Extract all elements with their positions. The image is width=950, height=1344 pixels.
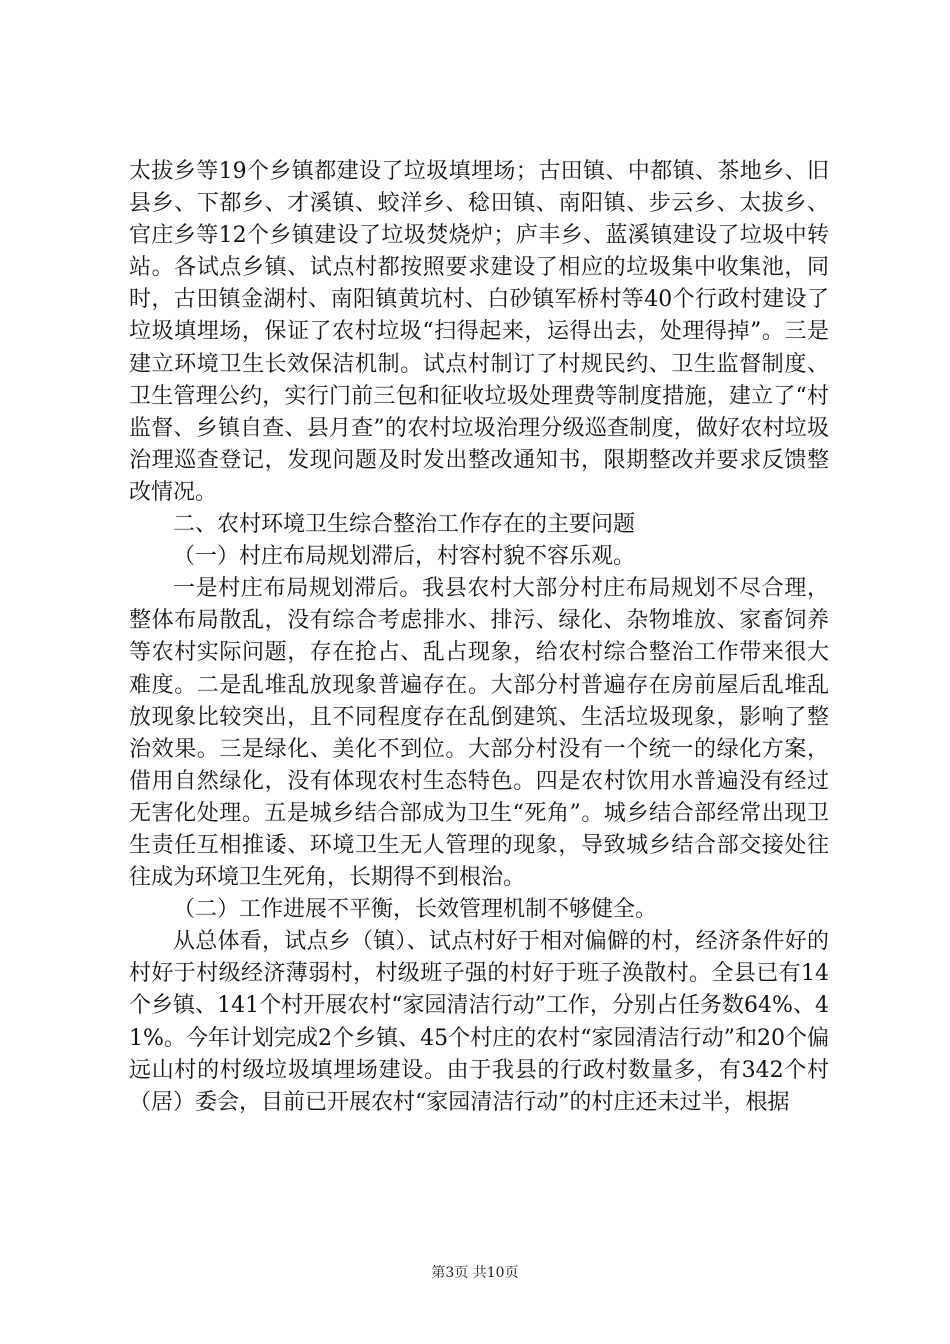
paragraph-2: 一是村庄布局规划滞后。我县农村大部分村庄布局规划不尽合理，整体布局散乱，没有综合考虑排水、排污、绿化、杂物堆放、家畜饲养等农村实际问题，存在抢占、乱占现象，给农村综合整治工作带来很大难度。二是乱堆乱放现象普遍存在。大部分村普遍存在房前屋后乱堆乱放现象比较突出，且不同程度存在乱倒建筑、生活垃圾现象，影响了整治效果。三是绿化、美化不到位。大部分村没有一个统一的绿化方案，借用自然绿化，没有体现农村生态特色。四是农村饮用水普遍没有经过无害化处理。五是城乡结合部成为卫生“死角”。城乡结合部经常出现卫生责任互相推诿、环境卫生无人管理的现象，导致城乡结合部交接处往往成为环境卫生死角，长期得不到根治。 [129, 576, 829, 891]
subsection-heading-2: （二）工作进展不平衡，长效管理机制不够健全。 [173, 897, 658, 923]
page-number-footer: 第3页 共10页 [431, 1265, 519, 1281]
paragraph-3: 从总体看，试点乡（镇）、试点村好于相对偏僻的村，经济条件好的村好于村级经济薄弱村，村级班子强的村好于班子涣散村。全县已有14个乡镇、141个村开展农村“家园清洁行动”工作，分别占任务数64%、41%。今年计划完成2个乡镇、45个村庄的农村“家园清洁行动”和20个偏远山村的村级垃圾填埋场建设。由于我县的行政村数量多，有342个村（居）委会，目前已开展农村“家园清洁行动”的村庄还未过半，根据 [129, 929, 829, 1115]
subsection-heading-1: （一）村庄布局规划滞后，村容村貌不容乐观。 [173, 544, 636, 570]
paragraph-1: 太拔乡等19个乡镇都建设了垃圾填埋场；古田镇、中都镇、茶地乡、旧县乡、下都乡、才溪镇、蛟洋乡、稔田镇、南阳镇、步云乡、太拔乡、官庄乡等12个乡镇建设了垃圾焚烧炉；庐丰乡、蓝溪镇建设了垃圾中转站。各试点乡镇、试点村都按照要求建设了相应的垃圾集中收集池，同时，古田镇金湖村、南阳镇黄坑村、白砂镇军桥村等40个行政村建设了垃圾填埋场，保证了农村垃圾“扫得起来，运得出去，处理得掉”。三是建立环境卫生长效保洁机制。试点村制订了村规民约、卫生监督制度、卫生管理公约，实行门前三包和征收垃圾处理费等制度措施，建立了“村监督、乡镇自查、县月查”的农村垃圾治理分级巡查制度，做好农村垃圾治理巡查登记，发现问题及时发出整改通知书，限期整改并要求反馈整改情况。 [129, 159, 829, 505]
document-body [129, 156, 829, 1119]
section-heading-2: 二、农村环境卫生综合整治工作存在的主要问题 [173, 512, 636, 538]
